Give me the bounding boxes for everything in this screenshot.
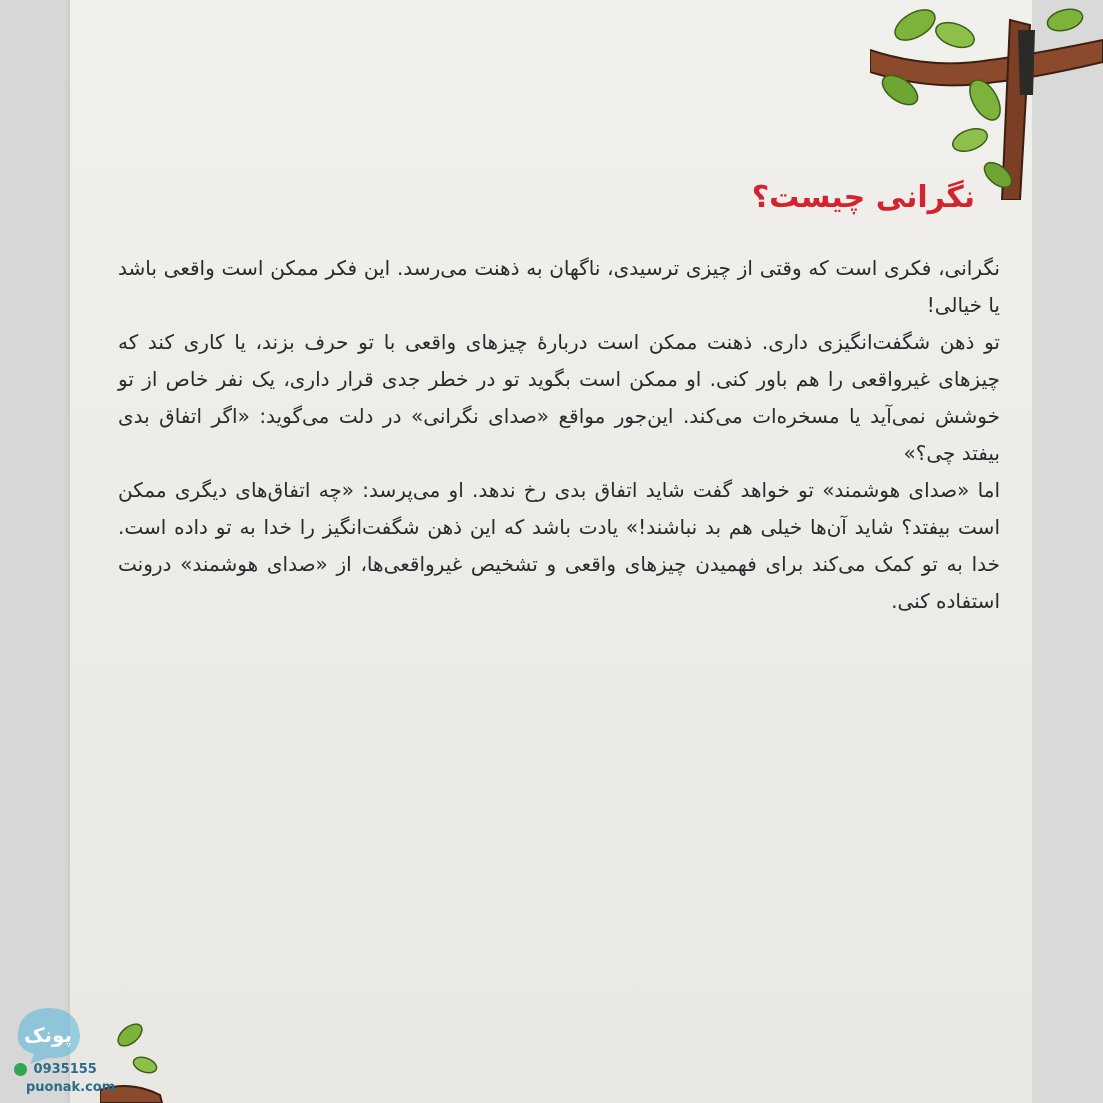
paragraph-3: اما «صدای هوشمند» تو خواهد گفت شاید اتفاق بدی رخ ندهد. او می‌پرسد: «چه اتفاق‌های دیگری ممکن است بیفتد؟ شاید آن‌ها خیلی هم بد نباشند!» یادت باشد که این ذهن شگفت‌انگیز را خدا به تو داده است. خدا به تو کمک می‌کند برای فهمیدن چیزهای واقعی و تشخیص غیرواقعی‌ها، از «صدای هوشمند» درونت استفاده کنی.: [118, 478, 1000, 613]
paragraph-2: تو ذهن شگفت‌انگیزی داری. ذهنت ممکن است دربارهٔ چیزهای واقعی با تو حرف بزند، یا کاری کند که چیزهای غیرواقعی را هم باور کنی. او ممکن است بگوید تو در خطر جدی قرار داری، یک نفر خاص از تو خوشش نمی‌آید یا مسخره‌ات می‌کند. این‌جور مواقع «صدای نگرانی» در دلت می‌گوید: «اگر اتفاق بدی بیفتد چی؟»: [118, 330, 1000, 465]
watermark-website: puonak.com: [26, 1080, 116, 1095]
watermark-brand: پونک: [23, 1023, 73, 1047]
branch-illustration-top: [870, 0, 1103, 200]
whatsapp-icon: [14, 1063, 27, 1076]
watermark-logo: [8, 1000, 86, 1066]
paragraph-1: نگرانی، فکری است که وقتی از چیزی ترسیدی، ناگهان به ذهنت می‌رسد. این فکر ممکن است واقعی باشد یا خیالی!: [118, 256, 1000, 317]
watermark-phone: [14, 1062, 97, 1077]
watermark-phone-number: 0935155: [33, 1062, 97, 1077]
page-title: نگرانی چیست؟: [751, 180, 975, 215]
body-text: [118, 250, 1000, 620]
